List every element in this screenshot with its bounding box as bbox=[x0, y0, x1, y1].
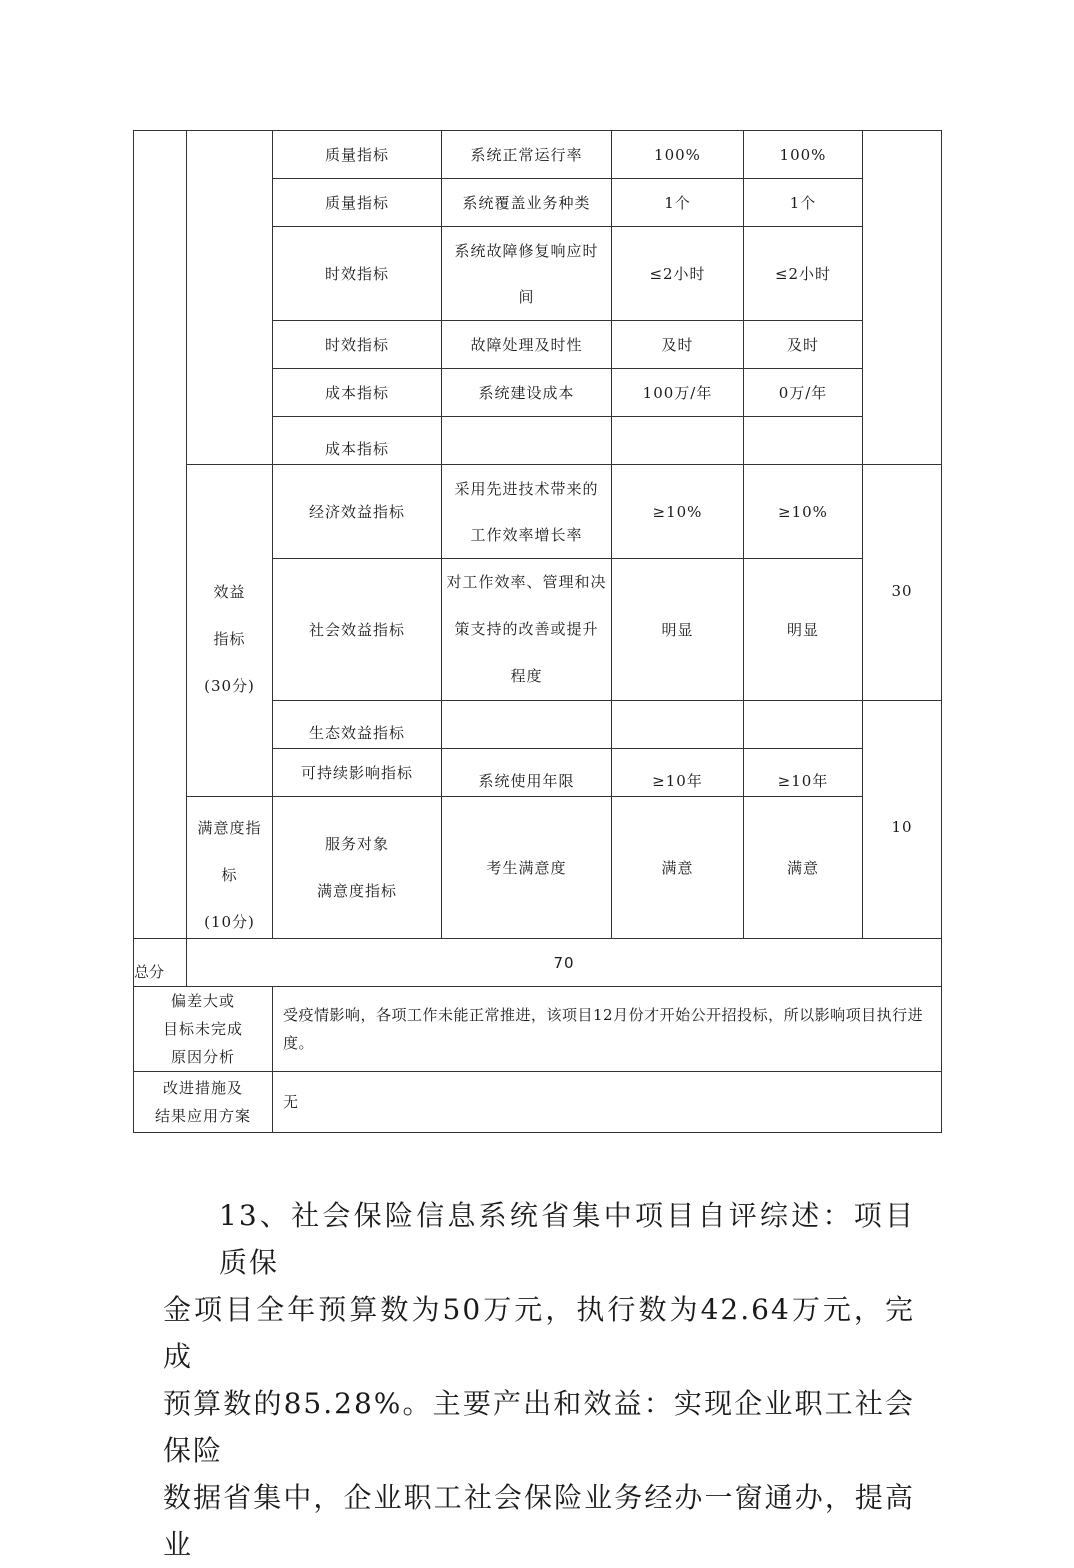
actual-system-uptime: 100% bbox=[779, 145, 827, 164]
satisfaction-indicator-category: 满意度指 标 (10分) bbox=[197, 819, 262, 931]
improvement-label: 改进措施及 结果应用方案 bbox=[154, 1079, 251, 1125]
item-build-cost: 系统建设成本 bbox=[478, 383, 575, 402]
target-system-uptime: 100% bbox=[654, 145, 701, 164]
target-examinee-satisfaction: 满意 bbox=[661, 858, 694, 877]
item-business-coverage: 系统覆盖业务种类 bbox=[462, 193, 591, 212]
benefit-indicator-category: 效益 指标 (30分) bbox=[204, 583, 255, 695]
total-value: 70 bbox=[553, 953, 575, 972]
indicator-economic: 经济效益指标 bbox=[308, 502, 405, 521]
indicator-timeliness-2: 时效指标 bbox=[324, 335, 389, 354]
indicator-ecological: 生态效益指标 bbox=[308, 723, 405, 742]
improvement-text: 无 bbox=[283, 1093, 300, 1111]
target-service-life: ≥10年 bbox=[652, 771, 703, 790]
indicator-quality-1: 质量指标 bbox=[324, 145, 389, 164]
target-business-coverage: 1个 bbox=[664, 193, 691, 212]
actual-decision-support: 明显 bbox=[786, 620, 819, 639]
actual-repair-response: ≤2小时 bbox=[774, 264, 832, 283]
indicator-timeliness-1: 时效指标 bbox=[324, 264, 389, 283]
benefit-score: 30 bbox=[891, 582, 913, 600]
indicator-satisfaction: 服务对象 满意度指标 bbox=[316, 834, 397, 900]
target-repair-response: ≤2小时 bbox=[649, 264, 706, 283]
item-efficiency-growth: 采用先进技术带来的 工作效率增长率 bbox=[454, 479, 599, 544]
actual-service-life: ≥10年 bbox=[777, 771, 829, 790]
paragraph-line: 数据省集中，企业职工社会保险业务经办一窗通办，提高业 bbox=[163, 1481, 915, 1561]
actual-business-coverage: 1个 bbox=[789, 193, 817, 212]
item-fault-handling: 故障处理及时性 bbox=[470, 335, 583, 354]
actual-fault-handling: 及时 bbox=[786, 335, 819, 354]
item-repair-response: 系统故障修复响应时 间 bbox=[454, 241, 599, 306]
indicator-cost-1: 成本指标 bbox=[324, 383, 389, 402]
paragraph-line: 13、社会保险信息系统省集中项目自评综述：项目质保 bbox=[219, 1199, 915, 1279]
summary-paragraph bbox=[163, 1192, 915, 1568]
indicator-social: 社会效益指标 bbox=[308, 620, 405, 639]
item-decision-support: 对工作效率、管理和决 策支持的改善或提升 程度 bbox=[446, 573, 607, 685]
deviation-label: 偏差大或 目标未完成 原因分析 bbox=[162, 992, 243, 1066]
indicator-sustainable: 可持续影响指标 bbox=[300, 764, 413, 782]
item-examinee-satisfaction: 考生满意度 bbox=[486, 858, 567, 877]
actual-build-cost: 0万/年 bbox=[778, 383, 828, 402]
item-system-uptime: 系统正常运行率 bbox=[470, 145, 583, 164]
actual-examinee-satisfaction: 满意 bbox=[786, 858, 819, 877]
satisfaction-score: 10 bbox=[891, 818, 913, 836]
target-efficiency-growth: ≥10% bbox=[652, 502, 703, 521]
target-decision-support: 明显 bbox=[661, 620, 694, 639]
total-label: 总分 bbox=[134, 963, 165, 981]
indicator-cost-2: 成本指标 bbox=[324, 440, 389, 458]
paragraph-line: 金项目全年预算数为50万元，执行数为42.64万元，完成 bbox=[163, 1293, 915, 1373]
target-fault-handling: 及时 bbox=[661, 335, 694, 354]
item-service-life: 系统使用年限 bbox=[478, 771, 575, 790]
paragraph-line: 预算数的85.28%。主要产出和效益：实现企业职工社会保险 bbox=[163, 1387, 915, 1467]
target-build-cost: 100万/年 bbox=[642, 383, 713, 402]
deviation-text: 受疫情影响，各项工作未能正常推进，该项目12月份才开始公开招投标，所以影响项目执行进度。 bbox=[283, 1006, 924, 1052]
indicator-quality-2: 质量指标 bbox=[324, 193, 389, 212]
actual-efficiency-growth: ≥10% bbox=[778, 502, 828, 521]
